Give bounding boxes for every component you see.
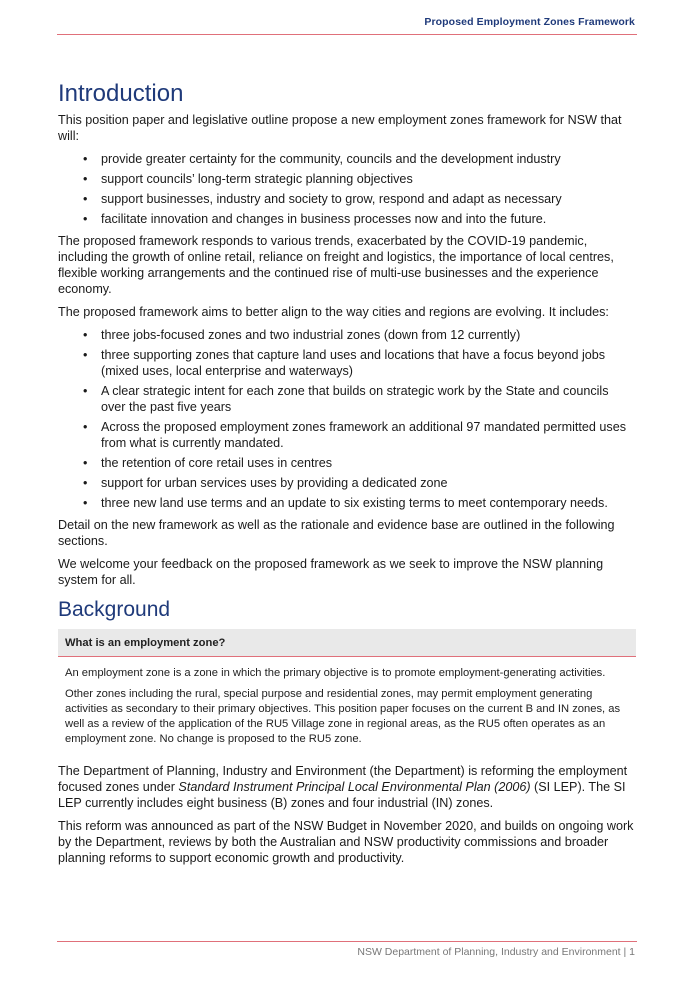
list-item: • facilitate innovation and changes in business processes now and into the future.: [83, 211, 547, 226]
list-item: • support councils’ long-term strategic planning objectives: [83, 171, 413, 186]
introduction-paragraph-trends: The proposed framework responds to various trends, exacerbated by the COVID-19 pandemic, including the growth of online retail, reliance on freight and logistics, the importance of local centres, flexible working arrangements and the continued rise of multi-use businesses and the experience economy.: [58, 233, 614, 296]
employment-zone-callout-box: [58, 629, 636, 757]
introduction-bullet-list-1: [58, 151, 636, 227]
list-item: • provide greater certainty for the community, councils and the development industry: [83, 151, 561, 166]
si-lep-title: Standard Instrument Principal Local Environmental Plan (2006): [178, 779, 531, 794]
bullet-icon: •: [83, 347, 88, 362]
bullet-icon: •: [83, 171, 88, 186]
bullet-icon: •: [83, 151, 88, 166]
introduction-paragraph-detail: Detail on the new framework as well as the rationale and evidence base are outlined in the following sections.: [58, 517, 615, 548]
introduction-heading: Introduction: [58, 80, 184, 107]
list-item: • Across the proposed employment zones framework an additional 97 mandated permitted uses from what is currently mandated.: [83, 419, 627, 450]
callout-paragraph-other-zones: Other zones including the rural, special purpose and residential zones, may permit employment generating activities as secondary to their primary objectives. This position paper focuses on the current B and IN zones, as well as a review of the application of the RU5 Village zone in regional areas, as the RU5 often operates as an employment zone. No change is proposed to the RU5 zone.: [65, 687, 621, 745]
list-item: • A clear strategic intent for each zone that builds on strategic work by the State and councils over the past five years: [83, 383, 609, 414]
introduction-paragraph-includes: The proposed framework aims to better align to the way cities and regions are evolving. It includes:: [58, 304, 609, 319]
callout-title: What is an employment zone?: [58, 629, 636, 657]
footer-divider: [57, 941, 637, 942]
introduction-intro-paragraph: This position paper and legislative outline propose a new employment zones framework for NSW that will:: [58, 112, 622, 143]
running-header-title: Proposed Employment Zones Framework: [424, 16, 635, 28]
list-item: • support businesses, industry and society to grow, respond and adapt as necessary: [83, 191, 562, 206]
footer-page-info: NSW Department of Planning, Industry and Environment | 1: [357, 946, 635, 958]
bullet-icon: •: [83, 211, 88, 226]
list-item: • three new land use terms and an update to six existing terms to meet contemporary needs.: [83, 495, 608, 510]
list-item: • three supporting zones that capture land uses and locations that have a focus beyond jobs (mixed uses, local enterprise and waterways): [83, 347, 606, 378]
bullet-icon: •: [83, 495, 88, 510]
bullet-icon: •: [83, 327, 88, 342]
bullet-icon: •: [83, 191, 88, 206]
introduction-bullet-list-2: [58, 327, 636, 511]
bullet-icon: •: [83, 383, 88, 398]
header-divider: [57, 34, 637, 35]
background-paragraph-budget: This reform was announced as part of the NSW Budget in November 2020, and builds on ongoing work by the Department, reviews by both the Australian and NSW productivity commissions and broader planning reforms to support economic growth and productivity.: [58, 818, 634, 865]
background-heading: Background: [58, 597, 171, 621]
page-content: [58, 80, 636, 873]
list-item: • support for urban services uses by providing a dedicated zone: [83, 475, 448, 490]
introduction-paragraph-feedback: We welcome your feedback on the proposed framework as we seek to improve the NSW planning system for all.: [58, 556, 604, 587]
list-item: • the retention of core retail uses in centres: [83, 455, 333, 470]
bullet-icon: •: [83, 455, 88, 470]
callout-body: [58, 657, 636, 757]
bullet-icon: •: [83, 475, 88, 490]
bullet-icon: •: [83, 419, 88, 434]
callout-paragraph-definition: An employment zone is a zone in which the primary objective is to promote employment-generating activities.: [65, 666, 606, 679]
background-paragraph-reform: The Department of Planning, Industry and Environment (the Department) is reforming the employment focused zones under Standard Instrument Principal Local Environmental Plan (2006) (SI LEP). The SI LEP currently includes eight business (B) zones and four industrial (IN) zones.: [58, 763, 628, 810]
list-item: • three jobs-focused zones and two industrial zones (down from 12 currently): [83, 327, 521, 342]
